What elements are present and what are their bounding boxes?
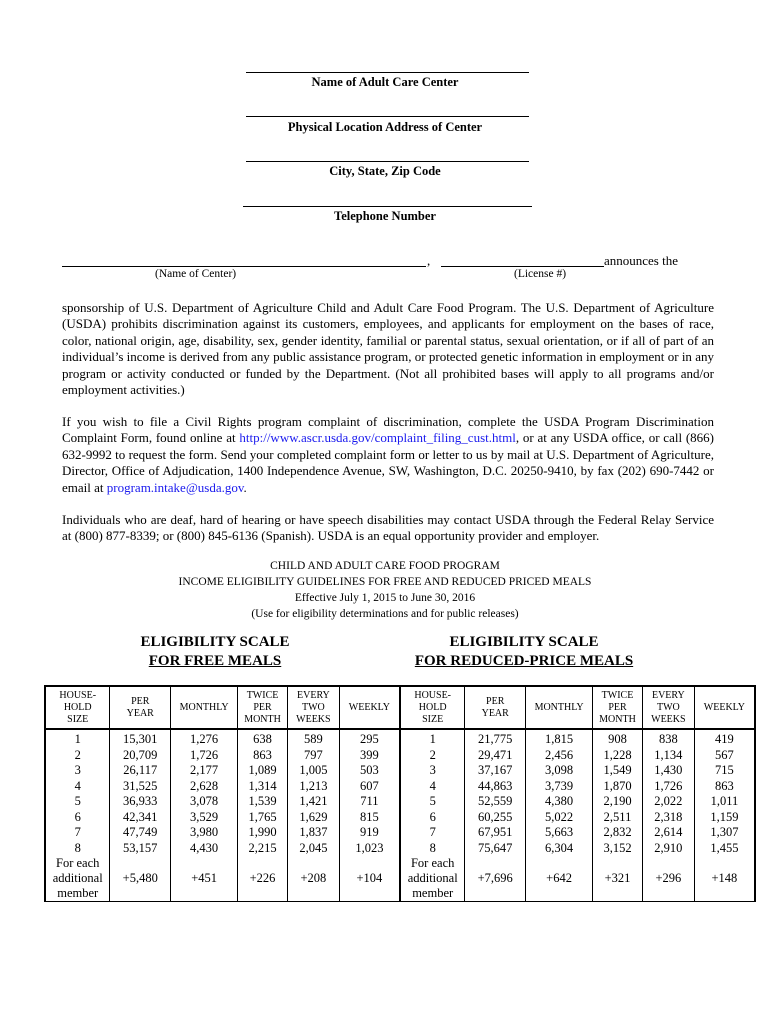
reduced-two-weeks-cell: 1,430 [642,763,694,779]
free-twice-month-cell: 2,215 [238,841,288,857]
reduced-additional-weekly: +148 [694,856,755,902]
reduced-per-year-cell: 37,167 [465,763,526,779]
city-label: City, State, Zip Code [329,164,441,178]
free-household-size-cell: 3 [45,763,110,779]
reduced-weekly-cell: 1,159 [694,810,755,826]
free-twice-month-cell: 863 [238,748,288,764]
reduced-monthly-cell: 4,380 [526,794,593,810]
complaint-text-b: , or at any USDA office, or call (866) 632-9992 to request the form. Send your completed complaint form or letter to us by mail at U.S. Department of Agriculture, Director, Office of Adjudication, 1400 Independence Avenue, SW, Washington, D.C. 20250-9410, by fax (202) 690-7442 or email at [62,430,715,495]
free-weekly-cell: 607 [339,779,400,795]
free-monthly-cell: 2,177 [171,763,238,779]
free-monthly-cell: 3,980 [171,825,238,841]
free-household-size-cell: 2 [45,748,110,764]
reduced-weekly-cell: 1,307 [694,825,755,841]
free-per-year-cell: 15,301 [110,729,171,748]
program-heading [0,558,770,622]
reduced-twice-month-cell: 2,190 [593,794,643,810]
table-row [45,841,755,857]
free-household-size-cell: 5 [45,794,110,810]
free-two-weeks-cell: 1,213 [287,779,339,795]
announcement-comma: , [427,253,431,268]
reduced-household-size-cell: 8 [400,841,465,857]
free-twice-month-cell: 1,089 [238,763,288,779]
free-monthly-header: MONTHLY [171,686,238,729]
free-twice-month-cell: 1,314 [238,779,288,795]
free-additional-label: For each additional member [45,856,110,902]
reduced-weekly-cell: 715 [694,763,755,779]
announces-text: announces the [604,253,679,268]
free-two-weeks-cell: 589 [287,729,339,748]
reduced-two-weeks-cell: 2,910 [642,841,694,857]
reduced-per-year-cell: 52,559 [465,794,526,810]
effective-dates: Effective July 1, 2015 to June 30, 2016 [294,592,476,604]
reduced-twice-month-cell: 1,870 [593,779,643,795]
free-two-weeks-cell: 797 [287,748,339,764]
free-twice-month-header: TWICE PER MONTH [238,686,288,729]
reduced-additional-twice-month: +321 [593,856,643,902]
free-household-size-cell: 7 [45,825,110,841]
nondiscrimination-paragraph: sponsorship of U.S. Department of Agriculture Child and Adult Care Food Program. The U.S. Department of Agriculture (USDA) prohibits discrimination against its customers, employees, and applicants for employment on the bases of race, color, national origin, age, disability, sex, gender identity, familial or parental status, sexual orientation, or if all of part of an individual’s income is derived from any public assistance program, or protected genetic information in employment or in any program or activity conducted or funded by the Department. (Not all prohibited bases will apply to all programs and/or employment activities.) [62,300,714,398]
free-twice-month-cell: 1,765 [238,810,288,826]
reduced-household-size-cell: 1 [400,729,465,748]
free-two-weeks-cell: 1,837 [287,825,339,841]
free-additional-twice-month: +226 [238,856,288,902]
free-additional-year: +5,480 [110,856,171,902]
reduced-weekly-cell: 863 [694,779,755,795]
reduced-household-size-cell: 7 [400,825,465,841]
reduced-monthly-header: MONTHLY [526,686,593,729]
reduced-per-year-header: PER YEAR [465,686,526,729]
reduced-per-year-cell: 29,471 [465,748,526,764]
reduced-weekly-header: WEEKLY [694,686,755,729]
reduced-monthly-cell: 2,456 [526,748,593,764]
additional-member-row [45,856,755,902]
free-two-weeks-cell: 1,421 [287,794,339,810]
free-household-size-cell: 1 [45,729,110,748]
free-per-year-cell: 26,117 [110,763,171,779]
complaint-text-a: If you wish to file a Civil Rights program complaint of discrimination, complete the USDA Program Discrimination Complaint Form, found online at [62,414,714,446]
reduced-two-weeks-cell: 2,022 [642,794,694,810]
free-weekly-cell: 295 [339,729,400,748]
center-name-label: Name of Adult Care Center [311,75,459,89]
free-monthly-cell: 3,529 [171,810,238,826]
free-additional-two-weeks: +208 [287,856,339,902]
reduced-every-two-weeks-header: EVERY TWO WEEKS [642,686,694,729]
license-blank [441,266,604,267]
reduced-additional-year: +7,696 [465,856,526,902]
reduced-monthly-cell: 3,739 [526,779,593,795]
reduced-household-size-cell: 4 [400,779,465,795]
usage-note: (Use for eligibility determinations and for public releases) [251,608,519,620]
reduced-two-weeks-cell: 1,134 [642,748,694,764]
free-household-size-cell: 8 [45,841,110,857]
reduced-meals-title: ELIGIBILITY SCALE FOR REDUCED-PRICE MEALS [414,634,634,669]
complaint-text-c: . [243,479,247,495]
reduced-weekly-cell: 1,455 [694,841,755,857]
free-monthly-cell: 1,276 [171,729,238,748]
reduced-twice-month-cell: 2,511 [593,810,643,826]
city-line [246,161,529,162]
email-link[interactable]: program.intake@usda.gov [106,479,244,495]
free-per-year-cell: 42,341 [110,810,171,826]
table-row [45,810,755,826]
free-weekly-cell: 1,023 [339,841,400,857]
reduced-per-year-cell: 60,255 [465,810,526,826]
table-row [45,779,755,795]
free-weekly-header: WEEKLY [339,686,400,729]
free-two-weeks-cell: 1,629 [287,810,339,826]
reduced-monthly-cell: 3,098 [526,763,593,779]
table-row [45,729,755,748]
free-per-year-cell: 36,933 [110,794,171,810]
table-row [45,794,755,810]
reduced-monthly-cell: 1,815 [526,729,593,748]
free-per-year-cell: 20,709 [110,748,171,764]
center-name-line [246,72,529,73]
reduced-twice-month-cell: 3,152 [593,841,643,857]
free-two-weeks-cell: 1,005 [287,763,339,779]
free-monthly-cell: 2,628 [171,779,238,795]
relay-service-paragraph: Individuals who are deaf, hard of hearing or have speech disabilities may contact USDA through the Federal Relay Service at (800) 877-8339; or (800) 845-6136 (Spanish). USDA is an equal opportunity provider and employer. [62,512,714,544]
free-twice-month-cell: 638 [238,729,288,748]
free-weekly-cell: 503 [339,763,400,779]
free-per-year-cell: 53,157 [110,841,171,857]
reduced-weekly-cell: 419 [694,729,755,748]
reduced-per-year-cell: 21,775 [465,729,526,748]
free-additional-weekly: +104 [339,856,400,902]
free-household-header: HOUSE- HOLD SIZE [45,686,110,729]
phone-label: Telephone Number [334,209,436,223]
free-monthly-cell: 3,078 [171,794,238,810]
reduced-per-year-cell: 44,863 [465,779,526,795]
free-monthly-cell: 1,726 [171,748,238,764]
name-of-center-label: (Name of Center) [155,268,237,280]
free-per-year-cell: 47,749 [110,825,171,841]
free-per-year-header: PER YEAR [110,686,171,729]
table-body [45,729,755,902]
license-label: (License #) [514,268,567,280]
reduced-twice-month-header: TWICE PER MONTH [593,686,643,729]
reduced-twice-month-cell: 1,228 [593,748,643,764]
reduced-two-weeks-cell: 2,614 [642,825,694,841]
reduced-twice-month-cell: 908 [593,729,643,748]
reduced-monthly-cell: 5,663 [526,825,593,841]
reduced-two-weeks-cell: 2,318 [642,810,694,826]
reduced-household-size-cell: 2 [400,748,465,764]
address-label: Physical Location Address of Center [287,120,483,134]
free-every-two-weeks-header: EVERY TWO WEEKS [287,686,339,729]
reduced-twice-month-cell: 2,832 [593,825,643,841]
guidelines-title: INCOME ELIGIBILITY GUIDELINES FOR FREE AND REDUCED PRICED MEALS [178,576,592,588]
table-row [45,748,755,764]
reduced-additional-two-weeks: +296 [642,856,694,902]
reduced-two-weeks-cell: 1,726 [642,779,694,795]
free-weekly-cell: 815 [339,810,400,826]
free-twice-month-cell: 1,990 [238,825,288,841]
free-two-weeks-cell: 2,045 [287,841,339,857]
program-title: CHILD AND ADULT CARE FOOD PROGRAM [270,560,500,572]
reduced-twice-month-cell: 1,549 [593,763,643,779]
reduced-monthly-cell: 5,022 [526,810,593,826]
complaint-form-link[interactable]: http://www.ascr.usda.gov/complaint_filing_cust.html [239,430,516,446]
reduced-additional-label: For each additional member [400,856,465,902]
free-household-size-cell: 6 [45,810,110,826]
reduced-per-year-cell: 67,951 [465,825,526,841]
table-row [45,763,755,779]
reduced-additional-monthly: +642 [526,856,593,902]
reduced-per-year-cell: 75,647 [465,841,526,857]
table-row [45,825,755,841]
reduced-weekly-cell: 567 [694,748,755,764]
reduced-monthly-cell: 6,304 [526,841,593,857]
free-additional-monthly: +451 [171,856,238,902]
free-household-size-cell: 4 [45,779,110,795]
free-weekly-cell: 711 [339,794,400,810]
eligibility-table [44,685,756,902]
free-weekly-cell: 919 [339,825,400,841]
reduced-household-size-cell: 3 [400,763,465,779]
free-monthly-cell: 4,430 [171,841,238,857]
center-name-blank [62,266,426,267]
table-header [45,686,755,729]
reduced-household-header: HOUSE- HOLD SIZE [400,686,465,729]
free-twice-month-cell: 1,539 [238,794,288,810]
reduced-two-weeks-cell: 838 [642,729,694,748]
free-meals-title: ELIGIBILITY SCALE FOR FREE MEALS [140,634,290,669]
free-weekly-cell: 399 [339,748,400,764]
phone-line [243,206,532,207]
reduced-household-size-cell: 6 [400,810,465,826]
reduced-weekly-cell: 1,011 [694,794,755,810]
free-per-year-cell: 31,525 [110,779,171,795]
complaint-paragraph [62,414,714,496]
reduced-household-size-cell: 5 [400,794,465,810]
address-line [246,116,529,117]
